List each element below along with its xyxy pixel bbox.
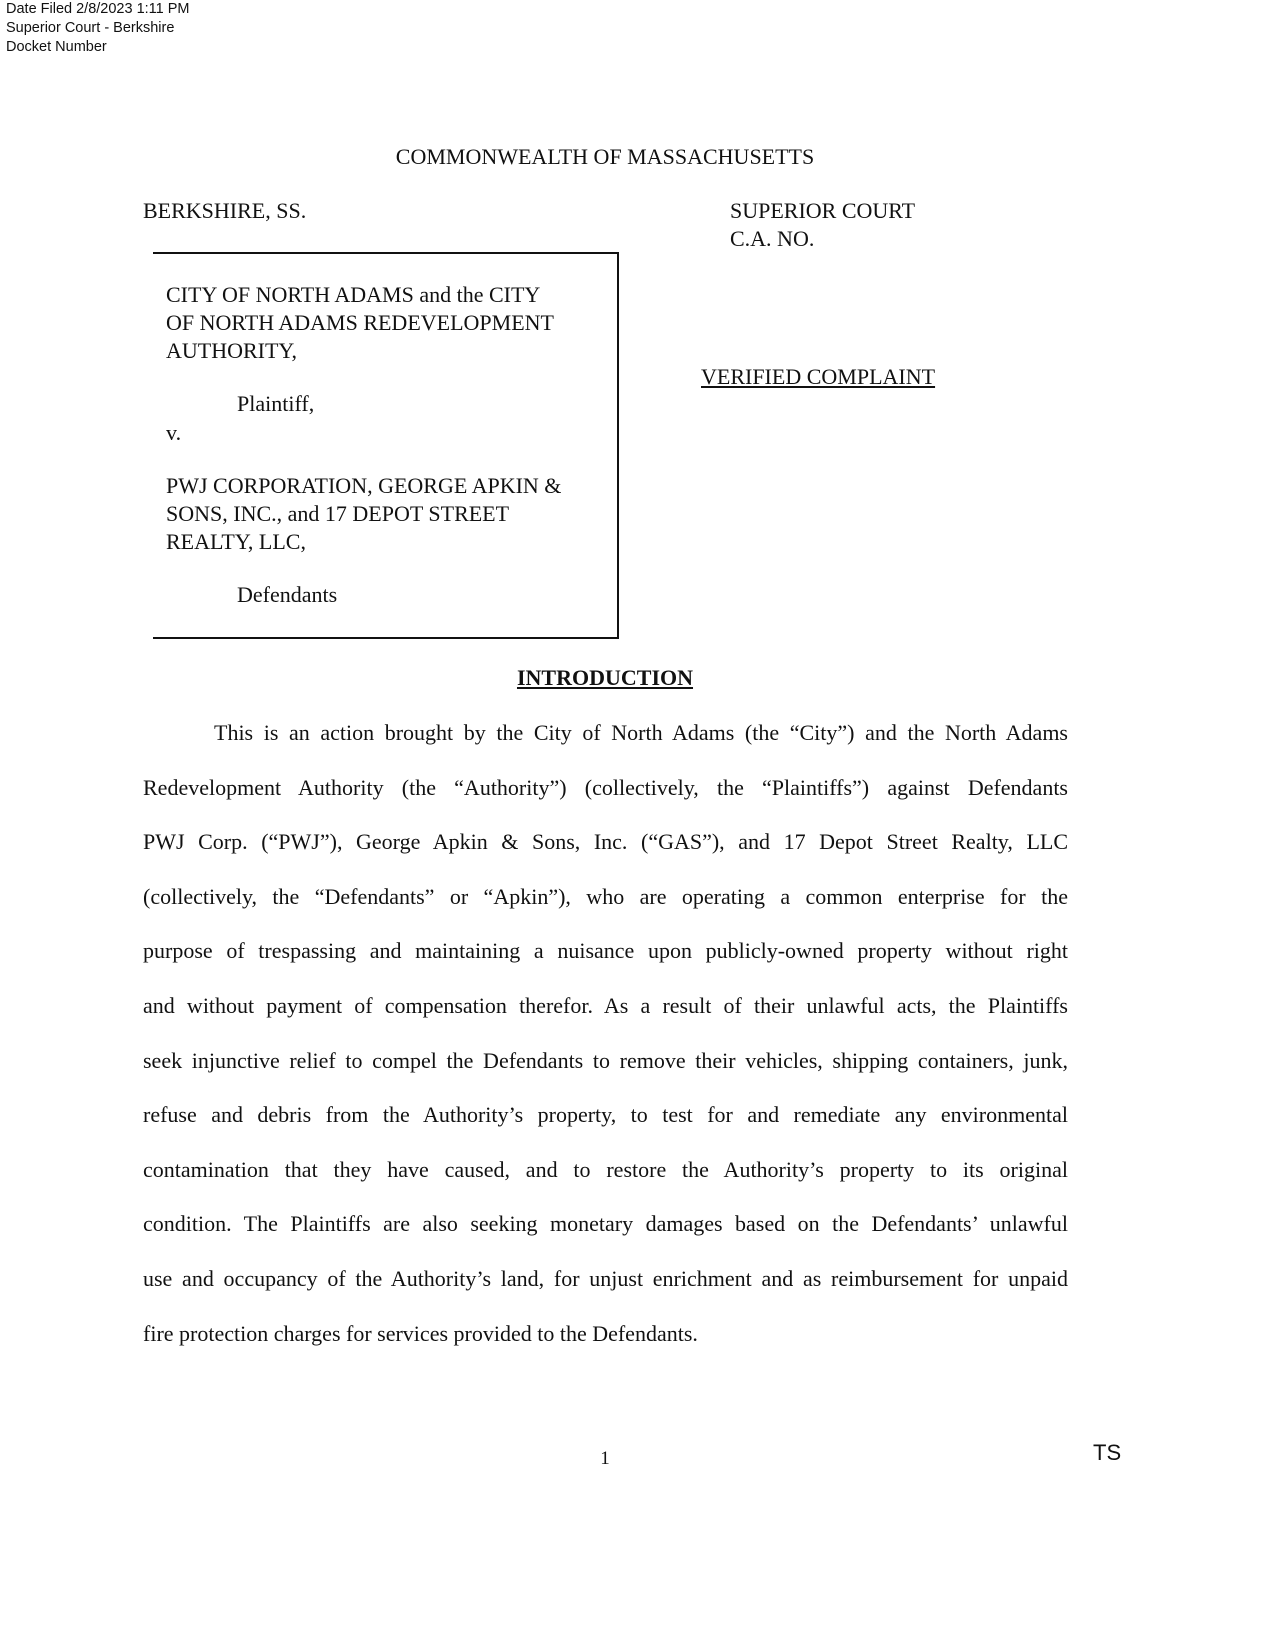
plaintiff-line: CITY OF NORTH ADAMS and the CITY <box>166 282 541 307</box>
paragraph-line: (collectively, the “Defendants” or “Apkin”), who are operating a common enterprise for the <box>143 883 1068 909</box>
defendant-line: PWJ CORPORATION, GEORGE APKIN & <box>166 473 562 498</box>
paragraph-line: purpose of trespassing and maintaining a nuisance upon publicly-owned property without right <box>143 938 1068 964</box>
paragraph-line: fire protection charges for services provided to the Defendants. <box>143 1320 698 1346</box>
defendant-label: Defendants <box>237 582 338 607</box>
filing-stamp <box>6 0 190 57</box>
section-heading: INTRODUCTION <box>516 665 694 690</box>
defendant-line: SONS, INC., and 17 DEPOT STREET <box>166 501 510 526</box>
defendant-line: REALTY, LLC, <box>166 529 306 554</box>
commonwealth-heading: COMMONWEALTH OF MASSACHUSETTS <box>395 144 815 169</box>
page-number: 1 <box>600 1448 610 1469</box>
date-filed: Date Filed 2/8/2023 1:11 PM <box>6 1 190 17</box>
paragraph-line: refuse and debris from the Authority’s property, to test for and remediate any environmental <box>143 1102 1068 1128</box>
paragraph-line: use and occupancy of the Authority’s land, for unjust enrichment and as reimbursement for unpaid <box>143 1265 1068 1291</box>
defendant-names <box>166 472 561 556</box>
paragraph-line: PWJ Corp. (“PWJ”), George Apkin & Sons, Inc. (“GAS”), and 17 Depot Street Realty, LLC <box>143 829 1068 855</box>
court-name: Superior Court - Berkshire <box>6 20 175 36</box>
plaintiff-line: AUTHORITY, <box>166 338 297 363</box>
versus: v. <box>166 420 182 445</box>
paragraph-line: contamination that they have caused, and to restore the Authority’s property to its original <box>143 1156 1068 1182</box>
county: BERKSHIRE, SS. <box>143 198 307 223</box>
plaintiff-label: Plaintiff, <box>237 391 315 416</box>
initials: TS <box>1093 1440 1122 1465</box>
case-number: C.A. NO. <box>730 226 815 251</box>
paragraph-line: condition. The Plaintiffs are also seeking monetary damages based on the Defendants’ unlawful <box>143 1211 1068 1237</box>
paragraph-line: seek injunctive relief to compel the Defendants to remove their vehicles, shipping containers, junk, <box>143 1047 1068 1073</box>
introduction-paragraph <box>143 716 1068 1371</box>
plaintiff-names <box>166 281 554 365</box>
court-label: SUPERIOR COURT <box>730 198 916 223</box>
paragraph-line: This is an action brought by the City of North Adams (the “City”) and the North Adams <box>214 720 1068 745</box>
docket-number: Docket Number <box>6 39 107 55</box>
paragraph-line: and without payment of compensation therefor. As a result of their unlawful acts, the Plaintiffs <box>143 992 1068 1018</box>
document-title: VERIFIED COMPLAINT <box>701 364 936 389</box>
paragraph-line: Redevelopment Authority (the “Authority”) (collectively, the “Plaintiffs”) against Defendants <box>143 774 1068 800</box>
plaintiff-line: OF NORTH ADAMS REDEVELOPMENT <box>166 310 554 335</box>
